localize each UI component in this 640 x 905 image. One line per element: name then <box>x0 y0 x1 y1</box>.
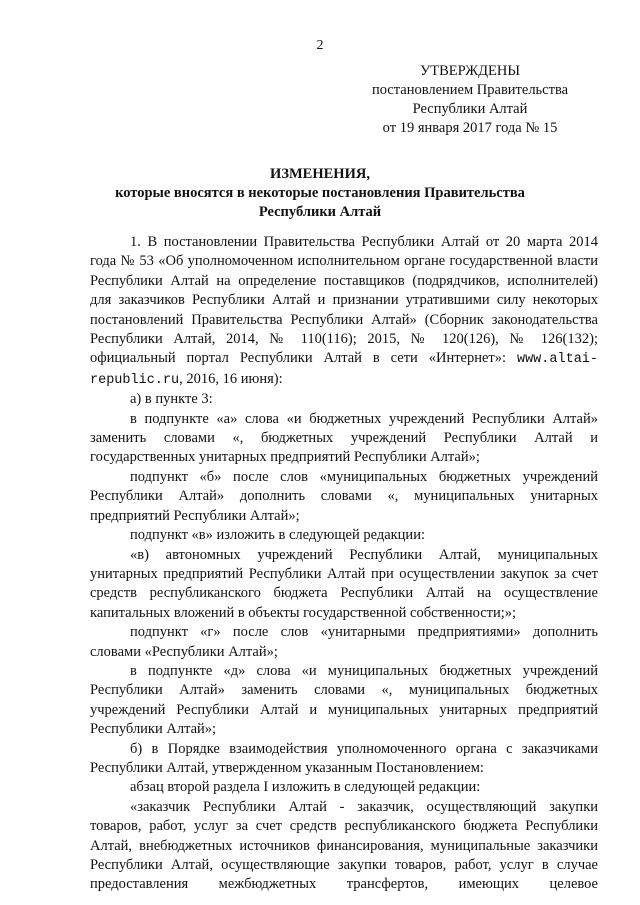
paragraph-6: «в) автономных учреждений Республики Алтай, муниципальных унитарных предприятий Республики Алтай при осуществлении закупок за счет средств республиканского бюджета Республики Алтай на осуществление капитальных вложений в объекты государственной собственности;»; <box>90 546 598 621</box>
paragraph-1 <box>90 233 598 390</box>
paragraph-10: абзац второй раздела I изложить в следующей редакции: <box>130 779 481 796</box>
title-line-1: ИЗМЕНЕНИЯ, <box>270 166 370 182</box>
approval-line-1: постановлением Правительства <box>371 82 569 98</box>
approval-line-2: Республики Алтай <box>412 101 528 117</box>
paragraph-5: подпункт «в» изложить в следующей редакции: <box>130 527 425 544</box>
paragraph-1-text-a: 1. В постановлении Правительства Республики Алтай от 20 марта 2014 года № 53 «Об уполномоченном исполнительном органе государственной власти Республики Алтай на определение поставщиков (подрядчиков, исполнителей) для заказчиков Республики Алтай и признании утратившими силу некоторых постановлений Правительства Республики Алтай» (Сборник законодательства Республики Алтай, 2014, № 110(116); 2015, № 120(126), № 126(132); официальный портал Республики Алтай в сети «Интернет»: <box>90 234 598 367</box>
paragraph-2: а) в пункте 3: <box>130 391 213 408</box>
page-number: 2 <box>316 38 324 53</box>
document-body <box>90 233 598 895</box>
paragraph-7: подпункт «г» после слов «унитарными предприятиями» дополнить словами «Республики Алтай»; <box>90 624 598 660</box>
portal-url: www.altai-republic.ru <box>90 352 598 388</box>
paragraph-9: б) в Порядке взаимодействия уполномоченного органа с заказчиками Республики Алтай, утвержденном указанным Постановлением: <box>90 740 598 776</box>
approval-line-3: от 19 января 2017 года № 15 <box>382 120 558 136</box>
paragraph-8: в подпункте «д» слова «и муниципальных бюджетных учреждений Республики Алтай» заменить словами «, муниципальных бюджетных учреждений Республики Алтай и муниципальных унитарных предприятий Республики Алтай»; <box>90 662 598 738</box>
paragraph-11: «заказчик Республики Алтай - заказчик, осуществляющий закупки товаров, работ, услуг за счет средств республиканского бюджета Республики Алтай, внебюджетных источников финансирования, муниципальные заказчики Республики Алтай, осуществляющие закупки товаров, работ, услуг в случае предоставления межбюджетных трансфертов, имеющих целевое <box>90 798 598 893</box>
paragraph-1-text-b: , 2016, 16 июня): <box>179 370 283 387</box>
approval-heading: УТВЕРЖДЕНЫ <box>419 63 521 79</box>
document-title <box>90 165 550 222</box>
approval-block <box>360 62 580 138</box>
paragraph-3: в подпункте «а» слова «и бюджетных учреждений Республики Алтай» заменить словами «, бюджетных учреждений Республики Алтай и государственных унитарных предприятий Республики Алтай»; <box>90 410 598 466</box>
title-line-2: которые вносятся в некоторые постановления Правительства <box>115 185 525 201</box>
paragraph-4: подпункт «б» после слов «муниципальных бюджетных учреждений Республики Алтай» дополнить словами «, муниципальных унитарных предприятий Республики Алтай»; <box>90 468 598 524</box>
title-line-3: Республики Алтай <box>258 204 382 220</box>
